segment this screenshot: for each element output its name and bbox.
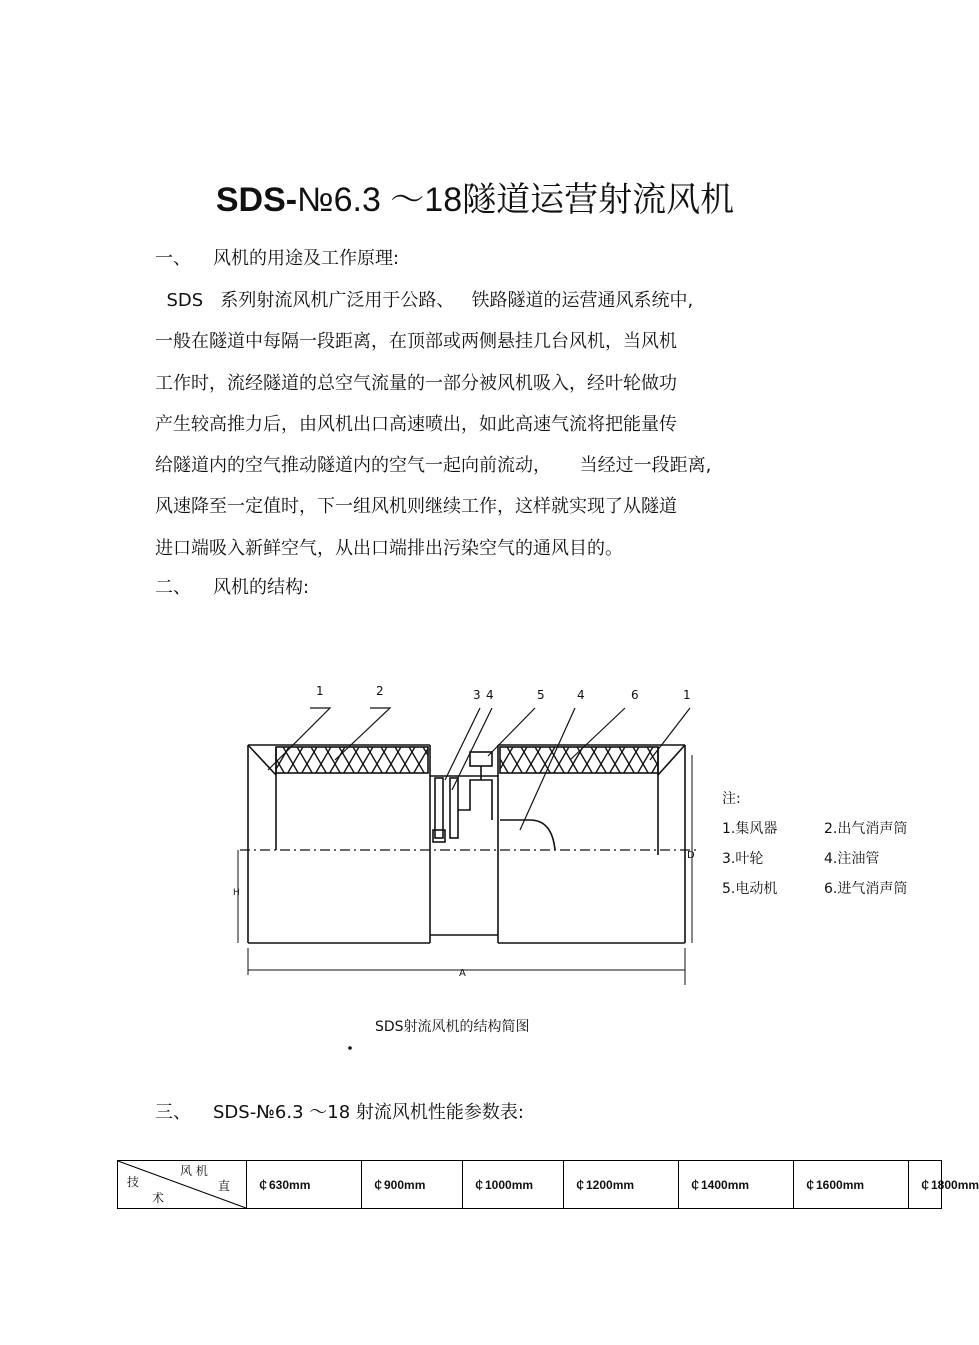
callout-label: 6: [631, 688, 639, 702]
callout-label: 1: [683, 688, 691, 702]
callout-label: 2: [376, 684, 384, 698]
section-number: 三、: [155, 1102, 191, 1123]
title-number: №6.3 ～18: [297, 181, 463, 219]
section-heading-2: [155, 575, 309, 601]
fan-structure-figure: [230, 680, 920, 1070]
callout-label: 1: [316, 684, 324, 698]
paragraph-line: 给隧道内的空气推动隧道内的空气一起向前流动， 当经过一段距离,: [155, 455, 712, 476]
title-latin: SDS-: [215, 181, 298, 219]
paragraph-line: 产生较高推力后，由风机出口高速喷出，如此高速气流将把能量传: [155, 414, 677, 435]
dimension-d-label: D: [687, 850, 695, 861]
table-cell: ￠1000mm: [463, 1161, 564, 1209]
paragraph-line: 一般在隧道中每隔一段距离，在顶部或两侧悬挂几台风机，当风机: [155, 331, 677, 352]
paragraph-line: 工作时，流经隧道的总空气流量的一部分被风机吸入，经叶轮做功: [155, 373, 677, 394]
dimension-h-label: H: [233, 888, 240, 898]
legend-item: 4.注油管: [824, 851, 880, 867]
legend-item: 3.叶轮: [722, 851, 764, 867]
table-header-diagonal: [118, 1161, 247, 1209]
callout-label: 4: [486, 688, 494, 702]
header-label: 风 机: [180, 1164, 208, 1178]
table-cell: ￠900mm: [362, 1161, 463, 1209]
legend-item: 5.电动机: [722, 881, 778, 897]
section-number: 一、: [155, 248, 191, 269]
legend-item: 1.集风器: [722, 821, 778, 837]
legend-item: 6.进气消声筒: [824, 881, 908, 897]
section-title: 风机的用途及工作原理:: [213, 248, 400, 269]
paragraph-line: 进口端吸入新鲜空气，从出口端排出污染空气的通风目的。: [155, 538, 623, 559]
table-cell: ￠1600mm: [794, 1161, 909, 1209]
table-cell: ￠1400mm: [679, 1161, 794, 1209]
title-cjk: 隧道运营射流风机: [462, 180, 735, 220]
callout-label: 3: [473, 688, 481, 702]
dimension-a-label: A: [459, 968, 466, 979]
table-cell: ￠1800mm: [909, 1161, 942, 1209]
section-number: 二、: [155, 577, 191, 598]
left-silencer-hatch: [276, 747, 428, 773]
callout-label: 4: [577, 688, 585, 702]
fan-structure-diagram: [230, 680, 920, 1070]
section-heading-3: [155, 1100, 524, 1126]
legend-title: 注:: [722, 791, 741, 807]
header-label: 术: [152, 1191, 165, 1205]
document-title: [0, 176, 950, 224]
header-label: 直: [218, 1179, 231, 1193]
callout-label: 5: [537, 688, 545, 702]
header-label: 技: [127, 1175, 140, 1189]
table-row: [118, 1161, 942, 1209]
table-cell: ￠630mm: [247, 1161, 362, 1209]
section-heading-1: [155, 246, 399, 272]
table-cell: ￠1200mm: [564, 1161, 679, 1209]
section-title: 风机的结构:: [213, 577, 310, 598]
performance-table: [117, 1160, 979, 1209]
paragraph-line: SDS 系列射流风机广泛用于公路、 铁路隧道的运营通风系统中,: [155, 290, 694, 311]
figure-caption: SDS射流风机的结构简图: [375, 1019, 530, 1035]
legend-item: 2.出气消声筒: [824, 821, 908, 837]
section-title: SDS-№6.3 ～18 射流风机性能参数表:: [213, 1102, 524, 1123]
paragraph-line: 风速降至一定值时，下一组风机则继续工作，这样就实现了从隧道: [155, 496, 677, 517]
